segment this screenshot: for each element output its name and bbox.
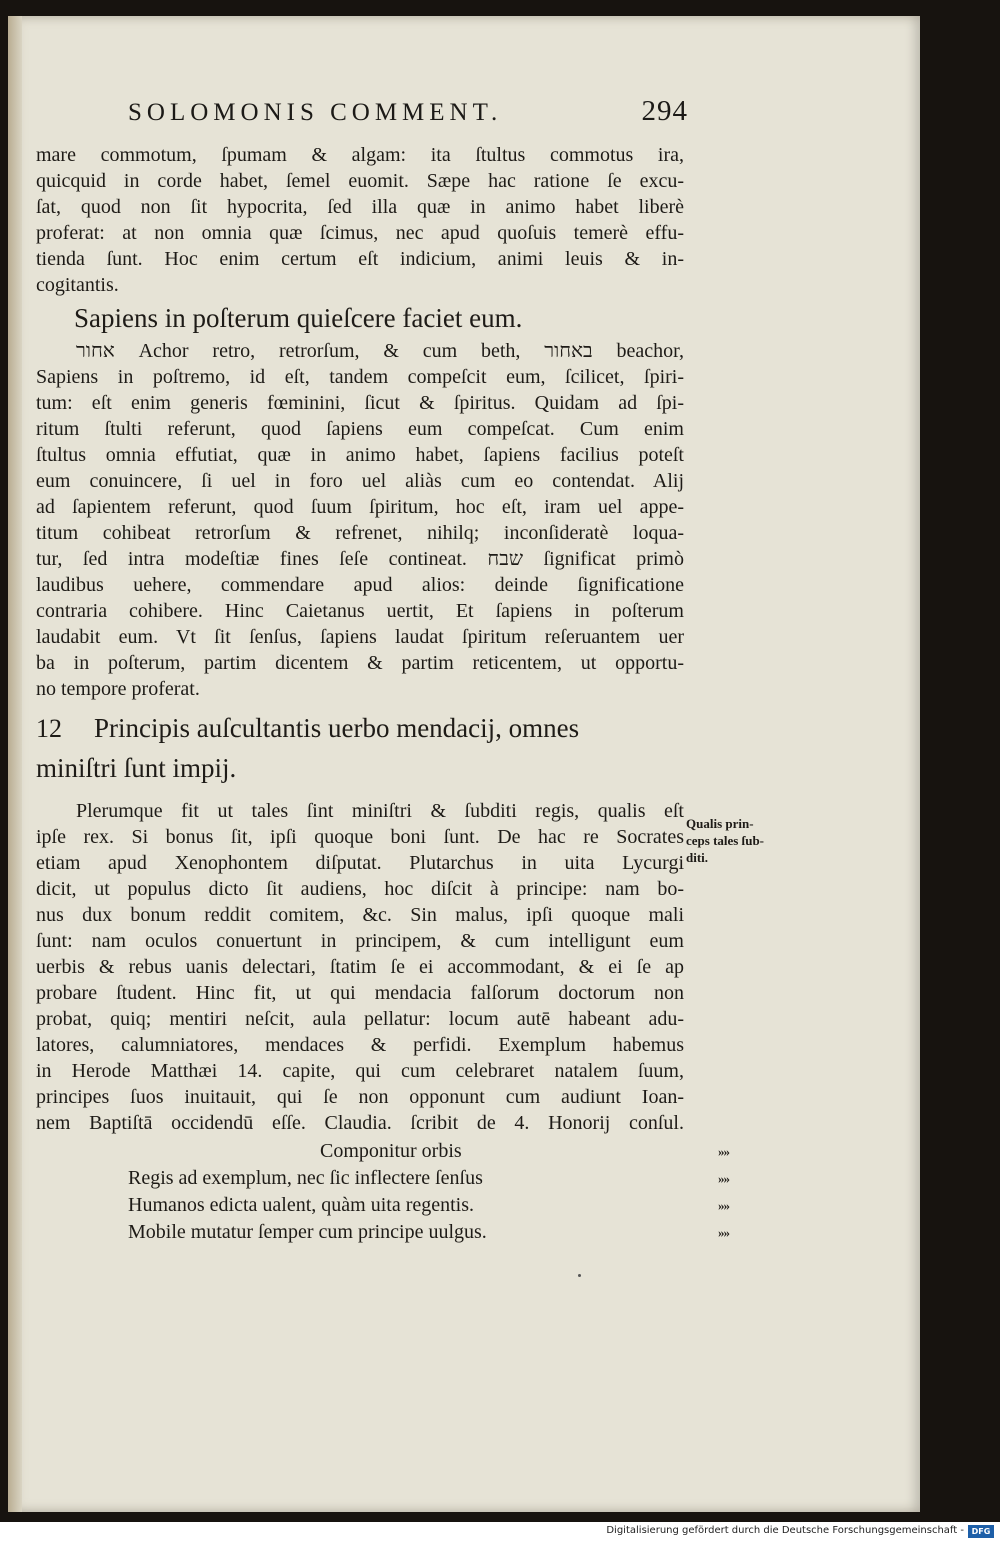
page-gutter-edge: [8, 16, 22, 1512]
text-line: ſunt: nam oculos conuertunt in principem, & cum intelligunt eum: [36, 930, 684, 952]
marginal-line: diti.: [686, 850, 709, 865]
marginal-line: ceps tales ſub-: [686, 833, 764, 848]
text-line: eum conuincere, ſi uel in foro uel aliàs cum eo contendat. Alij: [36, 470, 684, 492]
text-line: principes ſuos inuitauit, qui ſe non opponunt cum audiunt Ioan-: [36, 1086, 684, 1108]
text-line: Sapiens in poſtremo, id eſt, tandem compeſcit eum, ſcilicet, ſpiri-: [36, 366, 684, 388]
marginal-line: Qualis prin-: [686, 816, 754, 831]
text-line: ipſe rex. Si bonus ſit, ipſi quoque boni ſunt. De hac re Socrates: [36, 826, 684, 848]
text-line: probat, quiq; mentiri neſcit, aula pellatur: locum autē habeant adu-: [36, 1008, 684, 1030]
verse-line: Mobile mutatur ſemper cum principe uulgus. »»: [36, 1219, 684, 1246]
text-line: cogitantis.: [36, 274, 119, 296]
text-line: latores, calumniatores, mendaces & perfidi. Exemplum habemus: [36, 1034, 684, 1056]
digitization-credit: Digitalisierung gefördert durch die Deutsche Forschungsgemeinschaft -: [606, 1525, 964, 1536]
paragraph-2: [36, 338, 684, 702]
text-line: nem Baptiſtā occidendū eſſe. Claudia. ſcribit de 4. Honorij conſul.: [36, 1112, 684, 1134]
text-line: ba in poſterum, partim dicentem & partim reticentem, ut opportu-: [36, 652, 684, 674]
verse-number: 12: [36, 714, 62, 743]
footer-bar: [0, 1522, 1000, 1543]
lemma-heading-continued: miniſtri ſunt impij.: [36, 753, 237, 783]
running-head: [128, 95, 688, 135]
text-line: dicit, ut populus dicto ſit audiens, hoc diſcit à principe: nam bo-: [36, 878, 684, 900]
text-line: probare ſtudent. Hinc fit, ut qui mendacia falſorum doctorum non: [36, 982, 684, 1004]
quotation-mark: »»: [718, 1225, 729, 1240]
text-line: proferat: at non omnia quæ ſcimus, nec apud quoſuis temerè effu-: [36, 222, 684, 244]
text-line: uerbis & rebus uanis delectari, ſtatim ſe ei accommodant, & ei ſe ap: [36, 956, 684, 978]
dfg-logo: DFG: [968, 1525, 994, 1538]
text-line: in Herode Matthæi 14. capite, qui cum celebraret natalem ſuum,: [36, 1060, 684, 1082]
quotation-mark: »»: [718, 1198, 729, 1213]
verse-line: Humanos edicta ualent, quàm uita regentis. »»: [36, 1192, 684, 1219]
text-line: contraria cohibere. Hinc Caietanus uertit, Et ſapiens in poſterum: [36, 600, 684, 622]
text-line: mare commotum, ſpumam & algam: ita ſtultus commotus ira,: [36, 144, 684, 166]
text-line: laudabit eum. Vt ſit ſenſus, ſapiens laudat ſpiritum reſeruantem uer: [36, 626, 684, 648]
ink-speck: [578, 1274, 581, 1277]
verse-line: Regis ad exemplum, nec ſic inflectere ſenſus »»: [36, 1165, 684, 1192]
text-line: tur, ſed intra modeſtiæ fines ſeſe contineat. שבח ſignificat primò: [36, 548, 684, 570]
text-line: ritum ſtulti referunt, quod ſapiens eum compeſcat. Cum enim: [36, 418, 684, 440]
lemma-heading: Sapiens in poſterum quieſcere faciet eum.: [74, 303, 523, 333]
text-line: nus dux bonum reddit comitem, &c. Sin malus, ipſi quoque mali: [36, 904, 684, 926]
text-line: ad ſapientem referunt, quod ſuum ſpiritum, hoc eſt, iram uel appe-: [36, 496, 684, 518]
text-line: ſtultus omnia effutiat, quæ in animo habet, ſapiens facilius poteſt: [36, 444, 684, 466]
text-line: tum: eſt enim generis fœminini, ſicut & ſpiritus. Quidam ad ſpi-: [36, 392, 684, 414]
page-number: 294: [641, 95, 688, 127]
text-line: quicquid in corde habet, ſemel euomit. Sæpe hac ratione ſe excu-: [36, 170, 684, 192]
text-line: ſat, quod non ſit hypocrita, ſed illa quæ in animo habet liberè: [36, 196, 684, 218]
verse-quotation: [36, 1138, 729, 1246]
quotation-mark: »»: [718, 1144, 729, 1159]
marginal-note: [686, 815, 806, 866]
text-line: etiam apud Xenophontem diſputat. Plutarchus in uita Lycurgi: [36, 852, 684, 874]
quotation-mark: »»: [718, 1171, 729, 1186]
verse-line: Componitur orbis »»: [36, 1138, 684, 1165]
paragraph-3: [36, 798, 684, 1136]
text-line: titum cohibeat retrorſum & refrenet, nihilq; inconſideratè loqua-: [36, 522, 684, 544]
text-line: אחור Achor retro, retrorſum, & cum beth, באחור beachor,: [76, 340, 684, 362]
lemma-text: Principis auſcultantis uerbo mendacij, omnes: [94, 713, 580, 743]
text-line: laudibus uehere, commendare apud alios: deinde ſignificatione: [36, 574, 684, 596]
running-title: SOLOMONIS COMMENT.: [128, 99, 503, 126]
text-line: no tempore proferat.: [36, 678, 200, 700]
paragraph-1: [36, 142, 684, 298]
text-line: Plerumque fit ut tales ſint miniſtri & ſubditi regis, qualis eſt: [76, 800, 684, 822]
text-line: tienda ſunt. Hoc enim certum eſt indicium, animi leuis & in-: [36, 248, 684, 270]
lemma-heading-verse-12: [36, 708, 684, 748]
